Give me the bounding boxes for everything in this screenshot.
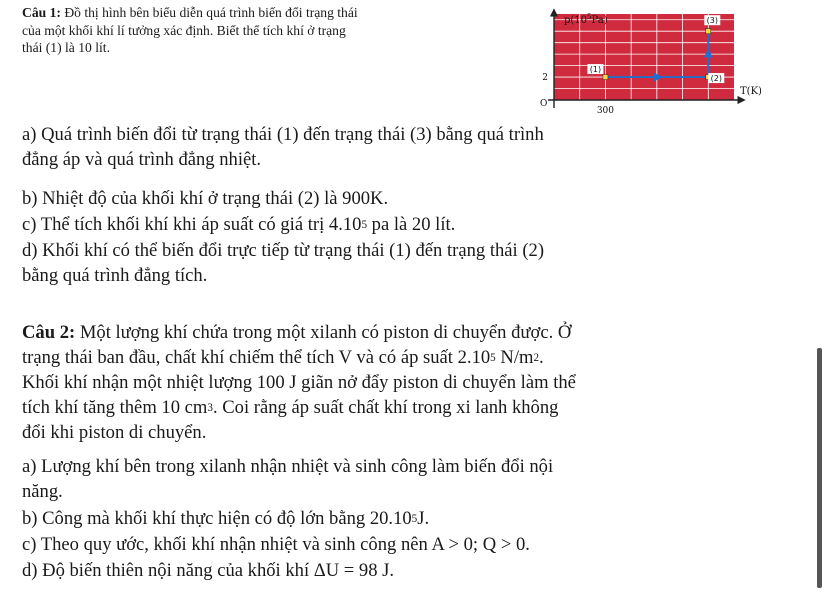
x-axis-label: T(K) <box>740 86 762 97</box>
q1-intro-line-2: của một khối khí lí tưởng xác định. Biết thể tích khí ở trạng <box>22 22 346 38</box>
q1-statement-d <box>22 238 802 288</box>
question-1-label: Câu 1: <box>22 5 61 20</box>
q2-intro-line-5: đổi khi piston di chuyển. <box>22 422 207 443</box>
q1-c-text: c) Thể tích khối khí khi áp suất có giá trị 4.10 <box>22 214 362 235</box>
q1-d-line-2: bằng quá trình đẳng tích. <box>22 265 208 286</box>
q2-a-line-2: năng. <box>22 481 63 502</box>
q2-unit-exponent: 2 <box>533 351 540 364</box>
q2-intro-line-1 <box>22 320 802 345</box>
q2-intro-text-2: trạng thái ban đầu, chất khí chiếm thể tích V và có áp suất 2.10 <box>22 347 491 368</box>
state-label: (1) <box>589 65 602 75</box>
q1-intro-text-1: Đồ thị hình bên biểu diễn quá trình biến đổi trạng thái <box>64 5 358 20</box>
q1-c-text-end: pa là 20 lít. <box>367 214 456 235</box>
q2-statement-c: c) Theo quy ước, khối khí nhận nhiệt và sinh công nên A > 0; Q > 0. <box>22 534 530 555</box>
q1-c-exponent: 5 <box>361 218 368 231</box>
q2-intro-line-3: Khối khí nhận một nhiệt lượng 100 J giãn nở đẩy piston di chuyển làm thể <box>22 372 576 393</box>
q1-a-line-1: a) Quá trình biến đổi từ trạng thái (1) đến trạng thái (3) bằng quá trình <box>22 124 544 145</box>
q1-intro-line-3: thái (1) là 10 lít. <box>22 40 110 55</box>
q2-intro-line-2 <box>22 345 802 370</box>
origin-label: O <box>540 99 548 109</box>
question-1-intro <box>22 4 518 57</box>
q2-intro-text-1: Một lượng khí chứa trong một xilanh có piston di chuyển được. Ở <box>79 322 572 343</box>
q2-statement-b <box>22 506 802 531</box>
q2-statement-a <box>22 454 802 504</box>
q1-statement-b: b) Nhiệt độ của khối khí ở trạng thái (2) là 900K. <box>22 188 389 209</box>
q2-statement-d: d) Độ biến thiên nội năng của khối khí ΔU = 98 J. <box>22 560 395 581</box>
q2-intro-text-4: tích khí tăng thêm 10 cm <box>22 397 208 418</box>
q2-b-exponent: 5 <box>411 512 418 525</box>
y-axis-label: $p(10^5Pa)$ <box>564 13 608 26</box>
state-point <box>603 75 608 80</box>
x-tick-label: 300 <box>596 106 615 116</box>
q1-d-line-1: d) Khối khí có thể biến đổi trực tiếp từ trạng thái (1) đến trạng thái (2) <box>22 240 545 261</box>
state-point <box>706 29 711 34</box>
q2-b-text: b) Công mà khối khí thực hiện có độ lớn bằng 20.10 <box>22 508 412 529</box>
q2-a-line-1: a) Lượng khí bên trong xilanh nhận nhiệt và sinh công làm biến đổi nội <box>22 456 554 477</box>
q2-b-text-end: J. <box>417 508 430 529</box>
y-tick-label: 2 <box>542 73 548 84</box>
q2-volume-exponent: 3 <box>207 401 213 414</box>
q2-intro-text-4-end: . Coi rằng áp suất chất khí trong xi lanh không <box>212 397 559 418</box>
q1-statement-c <box>22 212 802 237</box>
q1-statement-a <box>22 122 802 172</box>
q1-intro-line-1 <box>22 4 518 22</box>
p-t-graph <box>526 4 766 120</box>
question-2-intro <box>22 320 802 445</box>
question-2-label: Câu 2: <box>22 322 76 343</box>
q2-intro-text-2-end: . <box>539 347 544 368</box>
q1-a-line-2: đẳng áp và quá trình đẳng nhiệt. <box>22 149 262 170</box>
state-label: (3) <box>706 16 718 26</box>
q2-pressure-unit: N/m <box>495 347 534 368</box>
q2-intro-line-4 <box>22 395 802 420</box>
state-label: (2) <box>710 74 722 84</box>
plot-background <box>554 14 734 100</box>
p-t-graph-svg <box>526 4 766 120</box>
scrollbar-thumb[interactable] <box>817 348 822 588</box>
q2-pressure-exponent: 5 <box>490 351 496 364</box>
